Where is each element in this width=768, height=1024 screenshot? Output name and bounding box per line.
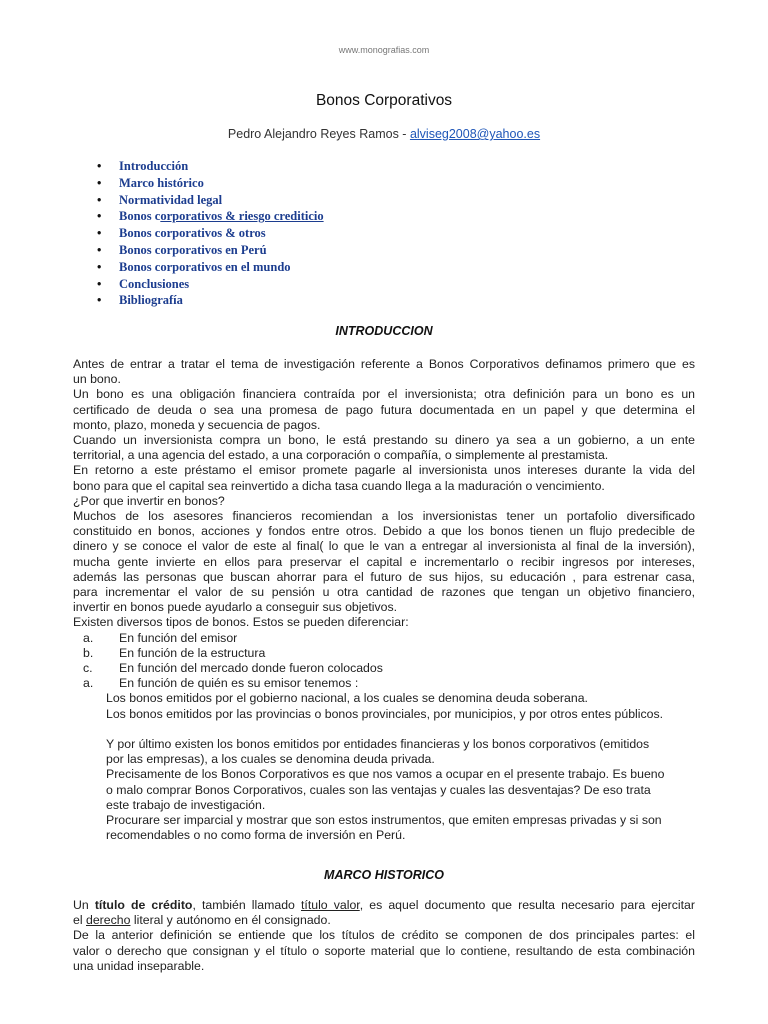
text-line: Los bonos emitidos por el gobierno nacional, a los cuales se denomina deuda soberana. bbox=[106, 691, 588, 706]
text-line: Un bono es una obligación financiera contraída por el inversionista; otra definición para un bono es un bbox=[73, 387, 695, 402]
list-item bbox=[73, 661, 695, 676]
author-line bbox=[0, 127, 768, 141]
author-name: Pedro Alejandro Reyes Ramos - bbox=[227, 127, 410, 141]
list-item-text: En función de la estructura bbox=[119, 645, 266, 660]
toc-item-marco-historico[interactable]: • Marco histórico bbox=[90, 175, 324, 192]
text-line: un bono. bbox=[73, 372, 121, 387]
list-item bbox=[73, 631, 695, 646]
toc-item-normatividad-legal[interactable]: • Normatividad legal bbox=[90, 192, 324, 209]
page-title: Bonos Corporativos bbox=[315, 92, 453, 109]
text-line: Y por último existen los bonos emitidos por entidades financieras y los bonos corporativos (emitidos bbox=[106, 737, 650, 752]
text-line: En retorno a este préstamo el emisor promete pagarle al inversionista unos intereses durante la vida del bbox=[73, 463, 695, 478]
site-url: www.monografias.com bbox=[338, 45, 430, 55]
text-line: este trabajo de investigación. bbox=[106, 797, 266, 812]
list-marker: a. bbox=[83, 630, 94, 645]
text-line: Los bonos emitidos por las provincias o bonos provinciales, por municipios, y por otros entes públicos. bbox=[106, 706, 664, 721]
section-heading-introduccion: INTRODUCCION bbox=[335, 324, 433, 338]
text-line: valor o derecho que consignan y el título o soporte material que lo contiene, resultando de esta combinación bbox=[73, 943, 695, 958]
text-line: Existen diversos tipos de bonos. Estos se pueden diferenciar: bbox=[73, 615, 409, 630]
text-line: Muchos de los asesores financieros recomiendan a los inversionistas tener un portafolio diversificado bbox=[73, 509, 695, 524]
titulo-valor-link[interactable]: título valor bbox=[300, 898, 360, 912]
text-line: De la anterior definición se entiende que los títulos de crédito se componen de dos principales partes: el bbox=[73, 928, 695, 943]
text-line: por las empresas), a los cuales se denomina deuda privada. bbox=[106, 752, 435, 767]
list-item-text: En función del emisor bbox=[119, 630, 238, 645]
text-line: Antes de entrar a tratar el tema de investigación referente a Bonos Corporativos definamos primero que es bbox=[73, 357, 695, 371]
list-marker: b. bbox=[83, 645, 94, 660]
table-of-contents bbox=[90, 158, 324, 309]
toc-item-peru[interactable]: • Bonos corporativos en Perú bbox=[90, 242, 324, 259]
section-heading-marco-historico: MARCO HISTORICO bbox=[324, 868, 444, 882]
text-line: constituido en bonos, acciones y fondos entre otros. Debido a que los bonos tienen un flujo predecible de bbox=[73, 524, 695, 539]
text-line: para incrementar el valor de su pensión u otra cantidad de razones que tengan un objetivo financiero, bbox=[73, 585, 695, 600]
intro-body bbox=[73, 357, 695, 844]
list-item-text: En función de quién es su emisor tenemos : bbox=[119, 676, 359, 691]
text-line: territorial, a una agencia del estado, a una corporación o compañía, o simplemente al prestamista. bbox=[73, 448, 609, 463]
text-line: además las personas que buscan ahorrar para el futuro de sus hijos, su educación , para estrenar casa, bbox=[73, 569, 695, 584]
text-line: monto, plazo, moneda y secuencia de pagos. bbox=[73, 417, 321, 432]
text-line: bono para que el capital sea reinvertido a dicha tasa cuando llega a la maduración o vencimiento. bbox=[73, 478, 605, 493]
toc-item-conclusiones[interactable]: • Conclusiones bbox=[90, 276, 324, 293]
text-line: recomendables o no como forma de inversión en Perú. bbox=[106, 828, 406, 843]
list-marker: c. bbox=[83, 661, 93, 676]
text-segment: el bbox=[73, 913, 86, 928]
text-line bbox=[73, 898, 695, 913]
text-line: Cuando un inversionista compra un bono, le está prestando su dinero ya sea a un gobierno, a un ente bbox=[73, 433, 695, 448]
text-line: Procurare ser imparcial y mostrar que son estos instrumentos, que emiten empresas privadas y si son bbox=[106, 813, 662, 828]
text-segment: , es aquel documento que resulta necesario para ejercitar bbox=[359, 898, 695, 912]
toc-item-otros[interactable]: • Bonos corporativos & otros bbox=[90, 225, 324, 242]
text-line: ¿Por que invertir en bonos? bbox=[73, 493, 225, 508]
toc-item-link-text[interactable]: orporativos & riesgo crediticio bbox=[160, 209, 324, 224]
list-marker: a. bbox=[83, 676, 94, 691]
text-line bbox=[73, 913, 695, 928]
text-line: dinero y se conoce el valor de este al final( lo que le van a entregar al inversionista al final de la inversión), bbox=[73, 539, 695, 554]
toc-item-introduccion[interactable]: • Introducción bbox=[90, 158, 324, 175]
text-segment: Un bbox=[73, 898, 95, 912]
text-line: una unidad inseparable. bbox=[73, 958, 205, 973]
text-line: mucha gente invierte en ellos para preservar el capital e incrementarlo o recibir ingresos por intereses, bbox=[73, 554, 695, 569]
list-item bbox=[73, 646, 695, 661]
toc-item-bibliografia[interactable]: • Bibliografía bbox=[90, 292, 324, 309]
list-item-text: En función del mercado donde fueron colocados bbox=[119, 661, 383, 676]
text-line: invertir en bonos puede ayudarlo a conseguir sus objetivos. bbox=[73, 600, 398, 615]
text-line: Precisamente de los Bonos Corporativos es que nos vamos a ocupar en el presente trabajo. Es bueno bbox=[106, 767, 665, 782]
toc-item-mundo[interactable]: • Bonos corporativos en el mundo bbox=[90, 259, 324, 276]
text-line: certificado de deuda o sea una promesa de pago futura documentada en un papel y que determina el bbox=[73, 402, 695, 417]
text-segment: literal y autónomo en él consignado. bbox=[130, 913, 331, 928]
toc-item-prefix: Bonos c bbox=[119, 209, 161, 224]
marco-body bbox=[73, 898, 695, 974]
bold-term: título de crédito bbox=[94, 898, 193, 912]
toc-item-riesgo-crediticio[interactable] bbox=[90, 208, 324, 225]
text-line: o malo comprar Bonos Corporativos, cuales son las ventajas y cuales las desventajas? De eso trata bbox=[106, 782, 651, 797]
derecho-link[interactable]: derecho bbox=[86, 913, 131, 928]
author-email-link[interactable]: alviseg2008@yahoo.es bbox=[409, 127, 541, 141]
text-segment: , también llamado bbox=[192, 898, 301, 912]
list-item bbox=[73, 676, 695, 691]
blank-line bbox=[73, 722, 695, 737]
